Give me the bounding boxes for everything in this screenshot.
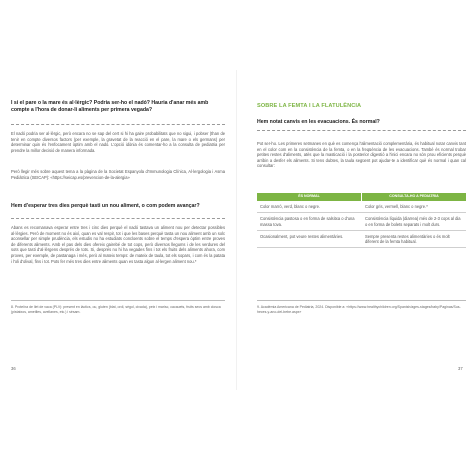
table-header-row (257, 193, 466, 201)
section-divider (11, 218, 225, 219)
table-header-consult: CONSULTA-HO A PEDIATRIA (362, 193, 467, 201)
page-number-left: 36 (11, 366, 16, 371)
table-cell: Sempre presenta restes alimentàries o és molt diferent de la femta habitual. (362, 230, 467, 248)
table-header-normal: ÉS NORMAL (257, 193, 362, 201)
table-cell: Color gris, vermell, blanc o negre.* (362, 201, 467, 213)
footnote-rule (11, 300, 225, 301)
table-cell: Consistència líquida (diarrea) més de 2-3 cops al dia o en forma de bolets separats i molt durs. (362, 213, 467, 231)
footnote-8: 8. Proteïna de llet de vaca (PLV): present en làctics, ou, gluten (blat, ordi, sègol, civada), peix i marisc, cacauets, fruits secs amb closca (pistatxos, ametlles, avellanes, etc.) i sèsam. (11, 305, 221, 314)
question-three-days: Hem d'esperar tres dies perquè tasti un nou aliment, o com podem avançar? (11, 203, 200, 209)
section-divider (257, 130, 466, 131)
paragraph-evacuation-answer: Pot ser-ho. Les primeres setmanes en què es comença l'alimentació complementària, és habitual notar canvis tant en el color com en la consistència de la femta, o en la freqüència de les evacuacions. També és normal trobar petites restes d'aliments, atès que la masticació i la posterior digestió a l'inici encara no són prou eficients perquè arribin a desfer els aliments. Si tens dubtes, la taula següent pot ajudar-te a identificar què és normal i quan cal consultar: (257, 141, 466, 169)
table-cell: Ocasionalment, pot veure restes alimentàries. (257, 230, 362, 248)
paragraph-waiting-answer: Abans es recomanava esperar entre tres i cinc dies perquè el nadó tastava un aliment nou per detectar possibles al·lèrgies. Però de moment no és així, quan es val respir, tot i que les bases perquè tasta un nou aliment amb un solc aconsellar per simple prudència, els estudis no ha estudiats concloents sobre el temps d'espera òptim entre proves de diferents aliments. Amb el pas dels dies ofereix gairebé de tot cops, però diversos llegums i de les verdures del sots que tasti d'al·lèrgens després de tots. Si, després no hi ha vegades fins i tot els fruits dels aliments ahora, com proves, per exemple, de pastanaga i més, però al mateix temps: de mateix de taula, tot els sopars, i com és la patata i l'oli d'olival, fins i tot. Pots fer més tres dies entre aliments quan es tasta algun al·lergen aliment nou.* (11, 225, 225, 264)
paragraph-allergy-answer: El nadó podria ser al·lèrgic, però encara no se sap del cert si hi ha gaire probabilitats que no sigui, i pobser (than de tenir en compte diversos factors (per exemple, la gravetat de la reacció en el pare, la mare o els germans) per determinar quin és l'enfocament òptim amb el nadó. L'opció idònia és comentar-ho a la consulta de pediatria per prendre la millor decisió de manera informada. (11, 131, 225, 153)
table-row (257, 213, 466, 231)
stool-comparison-table (257, 193, 466, 248)
table-cell: Consistència pastosa o en forma de salsitxa o d'una massa tova. (257, 213, 362, 231)
question-evacuation-changes: Hem notat canvis en les evacuacions. És normal? (257, 119, 380, 125)
page-number-right: 37 (458, 366, 463, 371)
table-row (257, 230, 466, 248)
section-title: SOBRE LA FEMTA I LA FLATULÈNCIA (257, 103, 362, 109)
paragraph-seicap-reference: Però llegir més sobre aquest tema a la pàgina de la Societat Espanyola d'Immunologia Clínica, Al·lergologia i Asma Pediàtrica (SEICAP): «https://seicap.es/prevencion-de-la-alergia» (11, 169, 225, 180)
question-allergic-parent: I si el pare o la mare és al·lèrgic? Podria ser-ho el nadó? Hauria d'anar més amb compte a l'hora de donar-li aliments per primera vegada? (11, 100, 209, 113)
footnote-9: 9. Acadèmia Americana de Pediatria, 2024. Disponible a: «https://www.healthychildren.org/Spanish/ages-stages/baby/Paginas/Sus-heces-y-ano-del-bebe.aspx» (257, 305, 461, 314)
page-gutter (236, 70, 237, 390)
table-cell: Color marró, verd, blanc o negre. (257, 201, 362, 213)
section-divider (11, 124, 225, 125)
table-row (257, 201, 466, 213)
footnote-rule (257, 300, 466, 301)
left-page (0, 0, 236, 474)
